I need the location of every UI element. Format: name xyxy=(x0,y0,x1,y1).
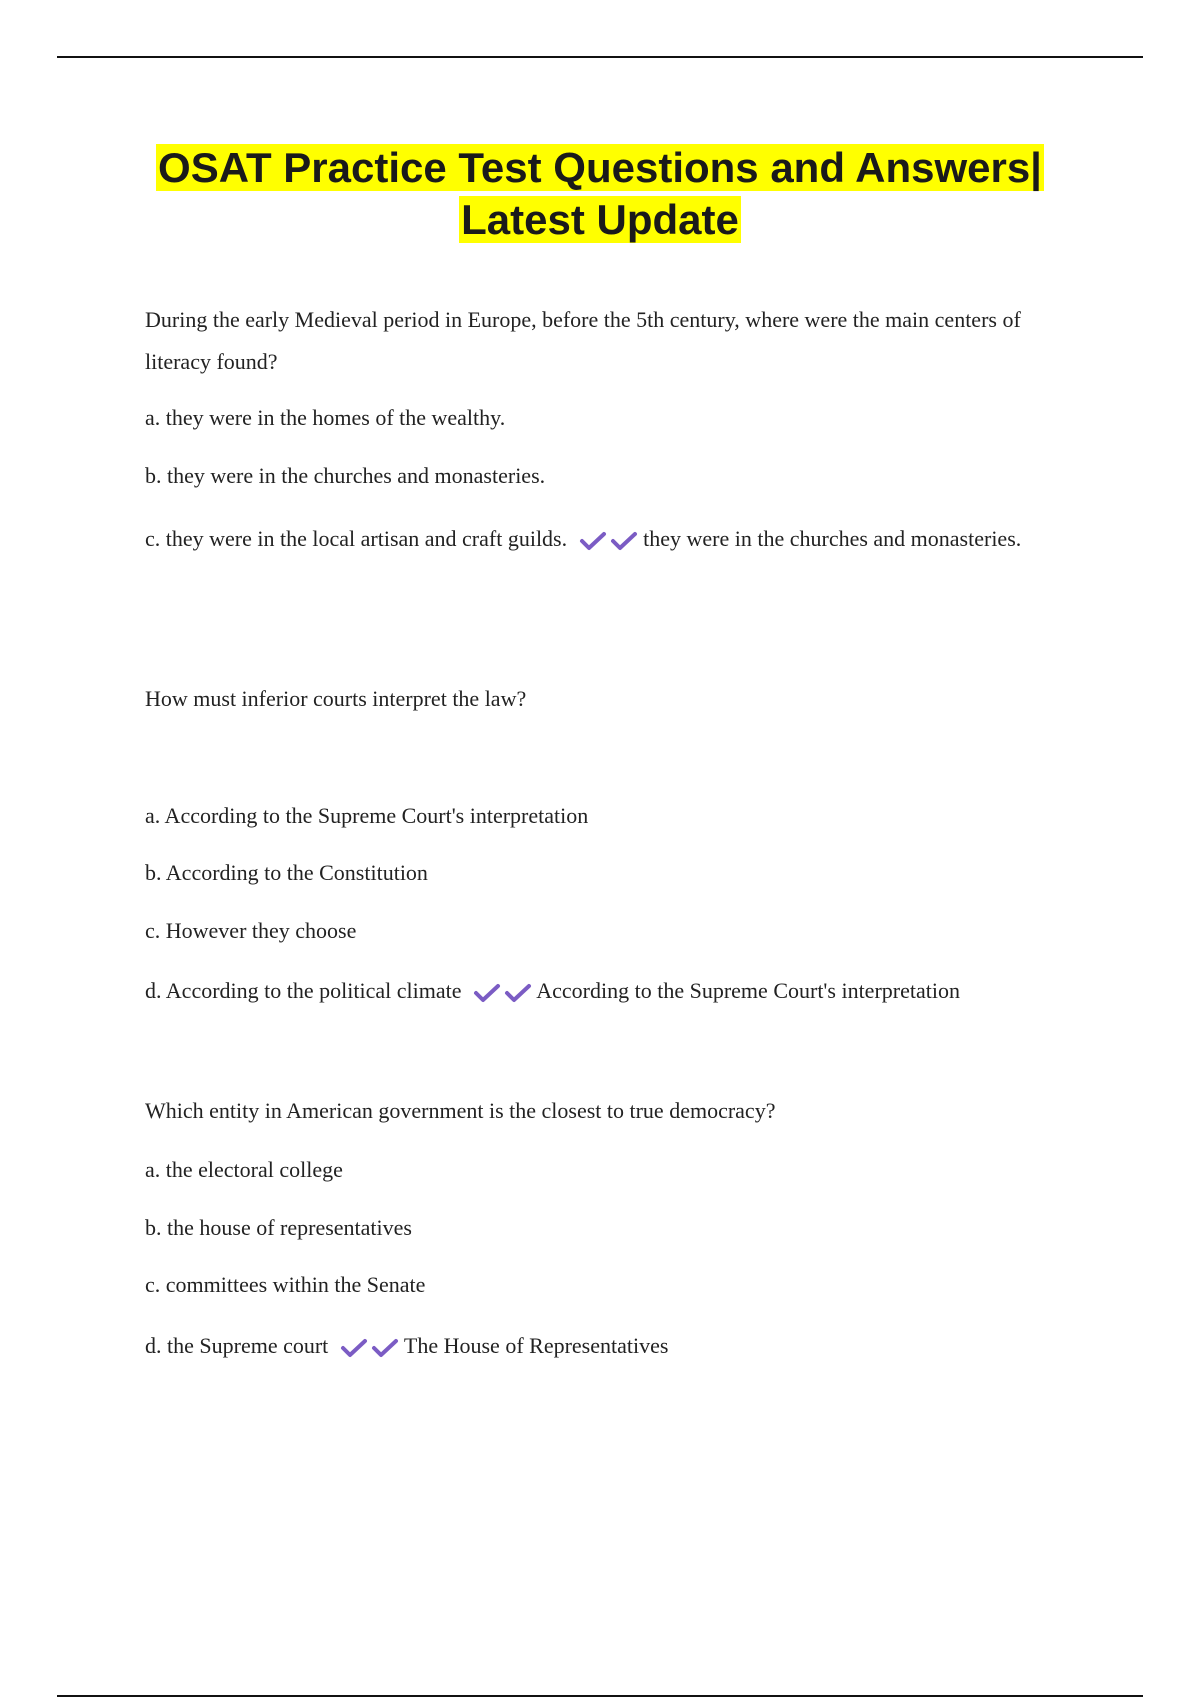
question-3-option-d-text: d. the Supreme court xyxy=(145,1333,329,1358)
question-2-option-b: b. According to the Constitution xyxy=(145,860,428,885)
question-1-option-c xyxy=(145,517,1085,561)
footer-rule xyxy=(57,1695,1143,1697)
question-3-option-a: a. the electoral college xyxy=(145,1157,343,1182)
question-1-option-b: b. they were in the churches and monasteries. xyxy=(145,463,546,488)
question-1-prompt-text: During the early Medieval period in Europe, before the 5th century, where were the main centers of literacy found? xyxy=(145,307,1021,374)
question-2-answer: According to the Supreme Court's interpretation xyxy=(536,978,960,1003)
question-1-prompt xyxy=(145,299,1085,383)
question-3-option-d xyxy=(145,1325,1085,1367)
document-title xyxy=(100,142,1100,246)
checkmark-icon xyxy=(579,531,607,551)
question-2-option-d-text: d. According to the political climate xyxy=(145,978,462,1003)
question-2-option-d xyxy=(145,970,1085,1012)
question-2-prompt: How must inferior courts interpret the law? xyxy=(145,686,527,711)
header-rule xyxy=(57,56,1143,58)
title-line-1: OSAT Practice Test Questions and Answers| xyxy=(158,144,1042,191)
question-3-answer: The House of Representatives xyxy=(403,1333,669,1358)
question-3-prompt: Which entity in American government is the closest to true democracy? xyxy=(145,1098,776,1123)
question-3-option-b: b. the house of representatives xyxy=(145,1215,412,1240)
checkmark-icon xyxy=(610,531,638,551)
question-1-answer: they were in the churches and monasteries. xyxy=(643,526,1022,551)
title-line-2: Latest Update xyxy=(461,196,739,243)
checkmark-icon xyxy=(371,1338,399,1358)
question-1-option-c-text: c. they were in the local artisan and craft guilds. xyxy=(145,526,568,551)
question-3-option-c: c. committees within the Senate xyxy=(145,1272,426,1297)
checkmark-icon xyxy=(473,983,501,1003)
checkmark-icon xyxy=(504,983,532,1003)
question-2-option-c: c. However they choose xyxy=(145,918,357,943)
question-1-option-a: a. they were in the homes of the wealthy. xyxy=(145,405,506,430)
question-2-option-a: a. According to the Supreme Court's interpretation xyxy=(145,803,589,828)
checkmark-icon xyxy=(340,1338,368,1358)
